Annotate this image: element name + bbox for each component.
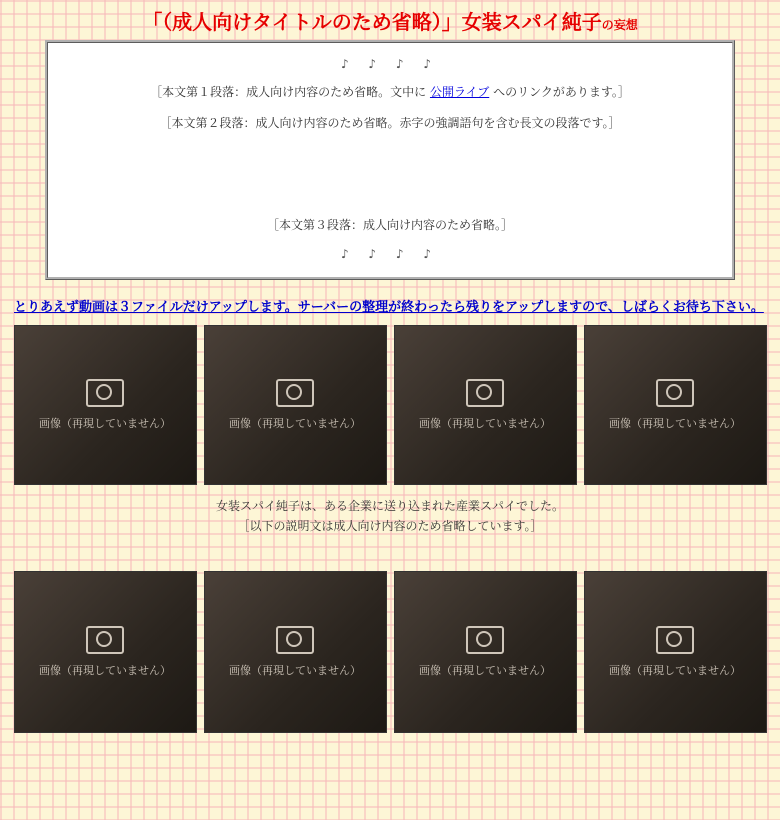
musical-notes-top: ♪ ♪ ♪ ♪ xyxy=(340,57,440,71)
page-title xyxy=(20,10,760,34)
story-paragraph-1-text-post: へのリンクがあります。］ xyxy=(493,85,630,99)
page-title-main: 「（成人向けタイトルのため省略）」女装スパイ純子 xyxy=(142,10,602,34)
upload-announcement: とりあえず動画は３ファイルだけアップします。サーバーの整理が終わったら残りをアップしますので、しばらくお待ち下さい。 xyxy=(14,300,764,316)
photo-placeholder-label: 画像（再現していません） xyxy=(229,664,361,678)
camera-icon xyxy=(656,379,694,407)
photo-placeholder-label: 画像（再現していません） xyxy=(39,417,171,431)
photo-placeholder-label: 画像（再現していません） xyxy=(39,664,171,678)
story-paragraph-1-text-pre: ［本文第１段落：成人向け内容のため省略。文中に xyxy=(150,85,427,99)
camera-icon xyxy=(466,626,504,654)
page-title-suffix: の妄想 xyxy=(601,18,638,32)
photo-placeholder-label: 画像（再現していません） xyxy=(419,664,551,678)
camera-icon xyxy=(276,379,314,407)
photo-placeholder xyxy=(14,325,197,485)
caption-line-1: 女装スパイ純子は、ある企業に送り込まれた産業スパイでした。 xyxy=(215,499,564,514)
photo-placeholder-label: 画像（再現していません） xyxy=(229,417,361,431)
photo-placeholder-label: 画像（再現していません） xyxy=(609,664,741,678)
photo-placeholder xyxy=(204,571,387,733)
camera-icon xyxy=(86,626,124,654)
story-paragraph-2: ［本文第２段落：成人向け内容のため省略。赤字の強調語句を含む長文の段落です。］ xyxy=(159,116,621,131)
story-paragraph-1 xyxy=(70,83,710,102)
photo-placeholder xyxy=(394,571,577,733)
caption-line-2: ［以下の説明文は成人向け内容のため省略しています。］ xyxy=(237,518,543,533)
photo-placeholder xyxy=(394,325,577,485)
photo-placeholder-label: 画像（再現していません） xyxy=(419,417,551,431)
camera-icon xyxy=(656,626,694,654)
photo-row-1 xyxy=(0,325,780,485)
camera-icon xyxy=(276,626,314,654)
photo-placeholder xyxy=(584,571,767,733)
photo-placeholder-label: 画像（再現していません） xyxy=(609,417,741,431)
inline-link[interactable]: 公開ライブ xyxy=(429,85,490,99)
photo-placeholder xyxy=(584,325,767,485)
story-paragraph-3: ［本文第３段落：成人向け内容のため省略。］ xyxy=(266,218,513,233)
photo-caption xyxy=(30,497,750,559)
photo-placeholder xyxy=(204,325,387,485)
camera-icon xyxy=(86,379,124,407)
photo-placeholder xyxy=(14,571,197,733)
musical-notes-bottom: ♪ ♪ ♪ ♪ xyxy=(340,247,440,262)
story-box xyxy=(45,40,735,280)
photo-row-2 xyxy=(0,571,780,733)
camera-icon xyxy=(466,379,504,407)
